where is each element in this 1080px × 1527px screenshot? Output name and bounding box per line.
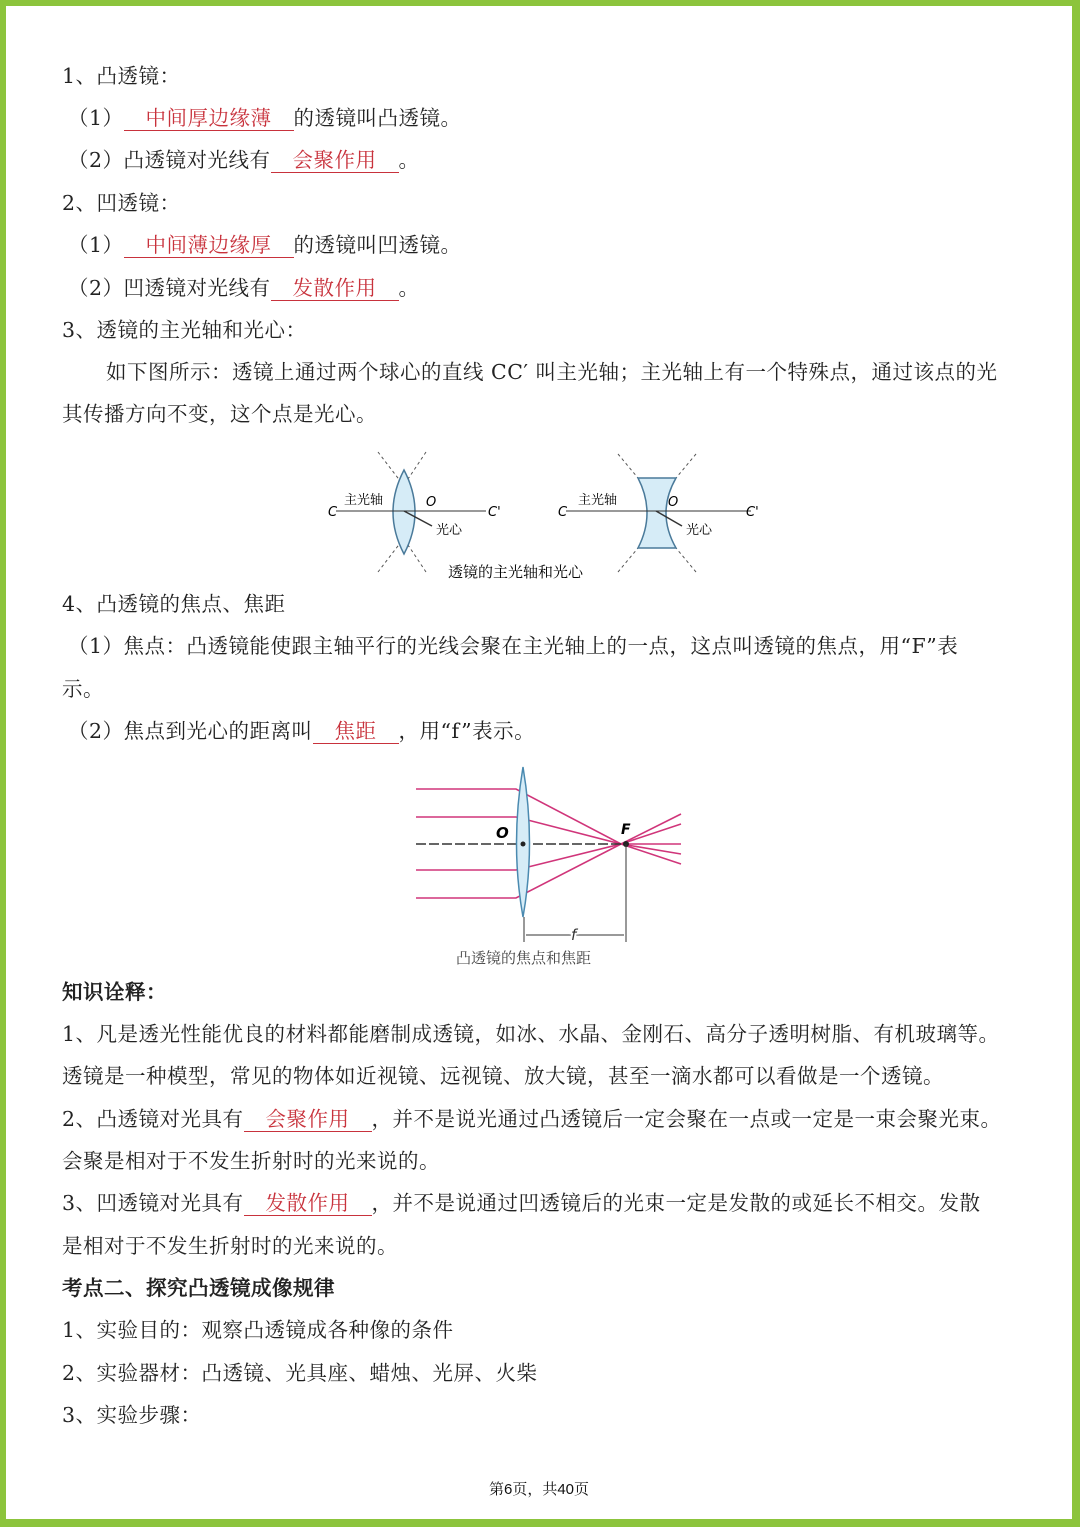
note-3-line: [62, 1188, 981, 1218]
notes-heading: 知识诠释：: [62, 980, 167, 1004]
focal-length-line: [68, 716, 535, 746]
label: （1）: [68, 233, 124, 257]
concave-def-line: [68, 230, 462, 260]
heading-focus: 4、凸透镜的焦点、焦距: [62, 592, 286, 616]
lens-axis-diagram: [306, 442, 776, 587]
text: 。: [398, 276, 420, 300]
label-c: C: [558, 505, 568, 520]
label-c2: C': [488, 505, 501, 520]
text: （2）焦点到光心的距离叫: [68, 719, 313, 743]
text: 的透镜叫凸透镜。: [293, 106, 462, 130]
text: 2、凸透镜对光具有: [62, 1107, 244, 1131]
figure-caption: 透镜的主光轴和光心: [448, 563, 584, 581]
label-f-length: f: [571, 926, 577, 944]
exam-point-heading: 考点二、探究凸透镜成像规律: [62, 1276, 335, 1300]
heading-concave-lens: 2、凹透镜：: [62, 191, 181, 215]
text: ，并不是说光通过凸透镜后一定会聚在一点或一定是一束会聚光束。: [371, 1107, 1002, 1131]
answer-blank: 会聚作用: [244, 1107, 372, 1132]
answer-blank: 发散作用: [271, 276, 399, 301]
label-c2: C': [746, 505, 759, 520]
label-o: O: [496, 824, 509, 842]
label: （1）: [68, 106, 124, 130]
concave-effect-line: [68, 273, 420, 303]
label-f-point: F: [621, 822, 631, 838]
note-2-line: [62, 1104, 1002, 1134]
text: 3、凹透镜对光具有: [62, 1191, 244, 1215]
paragraph: 示。: [62, 677, 104, 701]
list-item: 2、实验器材：凸透镜、光具座、蜡烛、光屏、火柴: [62, 1361, 538, 1385]
text: ，用“f”表示。: [398, 719, 536, 743]
text: 的透镜叫凹透镜。: [293, 233, 462, 257]
list-item: 1、实验目的：观察凸透镜成各种像的条件: [62, 1318, 454, 1342]
paragraph: 透镜是一种模型，常见的物体如近视镜、远视镜、放大镜，甚至一滴水都可以看做是一个透镜。: [62, 1064, 944, 1088]
label-center: 光心: [686, 523, 713, 538]
paragraph: 会聚是相对于不发生折射时的光来说的。: [62, 1149, 440, 1173]
paragraph: （1）焦点：凸透镜能使跟主轴平行的光线会聚在主光轴上的一点，这点叫透镜的焦点，用“F”表: [68, 634, 959, 658]
text: ，并不是说通过凹透镜后的光束一定是发散的或延长不相交。发散: [371, 1191, 981, 1215]
label-o: O: [426, 495, 437, 510]
label-axis: 主光轴: [344, 493, 384, 508]
answer-blank: 中间薄边缘厚: [124, 233, 294, 258]
paragraph: 其传播方向不变，这个点是光心。: [62, 402, 377, 426]
page-number: 第6页，共40页: [488, 1481, 590, 1498]
text: （2）凸透镜对光线有: [68, 148, 271, 172]
concave-lens: [638, 478, 679, 548]
label-center: 光心: [436, 523, 463, 538]
text: 。: [398, 148, 420, 172]
list-item: 3、实验步骤：: [62, 1403, 202, 1427]
paragraph: 1、凡是透光性能优良的材料都能磨制成透镜，如冰、水晶、金刚石、高分子透明树脂、有机玻璃等。: [62, 1022, 1000, 1046]
answer-blank: 焦距: [313, 719, 399, 744]
paragraph: 如下图所示：透镜上通过两个球心的直线 CC′ 叫主光轴；主光轴上有一个特殊点，通过该点的光: [106, 360, 998, 384]
heading-convex-lens: 1、凸透镜：: [62, 64, 181, 88]
convex-lens: [393, 470, 415, 554]
label-c: C: [328, 505, 338, 520]
convex-effect-line: [68, 145, 420, 175]
figure-caption: 凸透镜的焦点和焦距: [456, 949, 592, 967]
text: （2）凹透镜对光线有: [68, 276, 271, 300]
answer-blank: 中间厚边缘薄: [124, 106, 294, 131]
label-axis: 主光轴: [578, 493, 618, 508]
focus-diagram: [406, 762, 696, 972]
answer-blank: 发散作用: [244, 1191, 372, 1216]
document-page: [6, 6, 1072, 1519]
label-o: O: [668, 495, 679, 510]
answer-blank: 会聚作用: [271, 148, 399, 173]
paragraph: 是相对于不发生折射时的光来说的。: [62, 1234, 398, 1258]
heading-axis-center: 3、透镜的主光轴和光心：: [62, 318, 307, 342]
convex-def-line: [68, 103, 462, 133]
